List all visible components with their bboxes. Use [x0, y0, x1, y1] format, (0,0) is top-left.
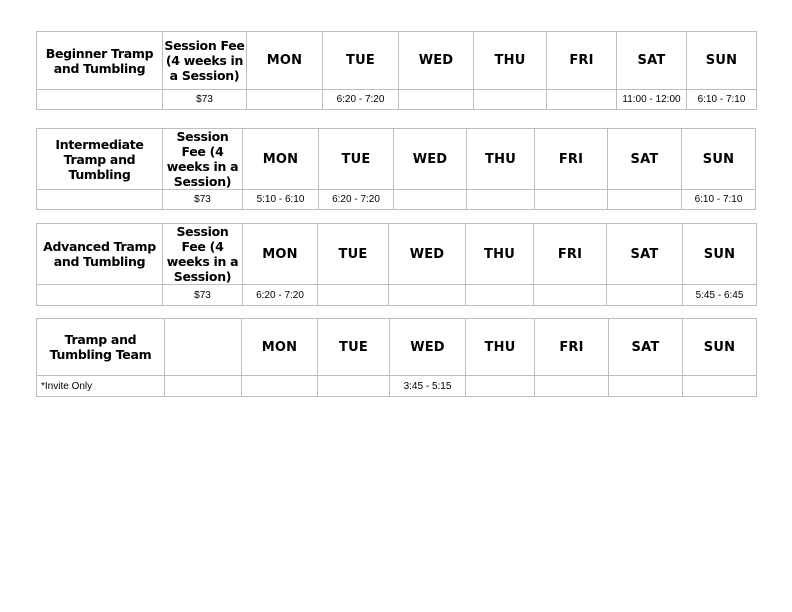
day-header-sun: SUN	[682, 129, 756, 190]
table-header-row	[37, 32, 757, 90]
day-header-mon: MON	[247, 32, 323, 90]
class-title: Advanced Tramp and Tumbling	[37, 224, 163, 285]
schedule-table-beginner	[36, 31, 757, 110]
fee-cell: $73	[163, 90, 247, 110]
day-header-sat: SAT	[609, 319, 683, 376]
day-header-sat: SAT	[608, 129, 682, 190]
class-title: Beginner Tramp and Tumbling	[37, 32, 163, 90]
time-cell-fri	[547, 90, 617, 110]
table-row	[37, 285, 757, 306]
day-header-tue: TUE	[323, 32, 399, 90]
day-header-wed: WED	[389, 224, 466, 285]
time-cell-wed	[389, 285, 466, 306]
schedule-table-team	[36, 318, 757, 397]
day-header-thu: THU	[466, 224, 534, 285]
time-cell-sun: 5:45 - 6:45	[683, 285, 757, 306]
time-cell-sat	[609, 376, 683, 397]
time-cell-mon: 6:20 - 7:20	[243, 285, 318, 306]
table-row	[37, 190, 756, 210]
time-cell-tue	[318, 376, 390, 397]
day-header-sun: SUN	[683, 319, 757, 376]
time-cell-fri	[535, 376, 609, 397]
time-cell-thu	[466, 376, 535, 397]
class-title: Intermediate Tramp and Tumbling	[37, 129, 163, 190]
table-row	[37, 90, 757, 110]
day-header-mon: MON	[243, 224, 318, 285]
time-cell-mon	[247, 90, 323, 110]
time-cell-fri	[534, 285, 607, 306]
time-cell-thu	[467, 190, 535, 210]
time-cell-fri	[535, 190, 608, 210]
time-cell-thu	[466, 285, 534, 306]
time-cell-thu	[474, 90, 547, 110]
time-cell-sun: 6:10 - 7:10	[687, 90, 757, 110]
day-header-sun: SUN	[683, 224, 757, 285]
time-cell-tue	[318, 285, 389, 306]
day-header-mon: MON	[242, 319, 318, 376]
day-header-tue: TUE	[318, 319, 390, 376]
fee-header	[165, 319, 242, 376]
row-label	[37, 285, 163, 306]
time-cell-wed	[394, 190, 467, 210]
day-header-wed: WED	[394, 129, 467, 190]
day-header-fri: FRI	[547, 32, 617, 90]
day-header-tue: TUE	[319, 129, 394, 190]
day-header-mon: MON	[243, 129, 319, 190]
table-header-row	[37, 224, 757, 285]
time-cell-tue: 6:20 - 7:20	[319, 190, 394, 210]
fee-header: Session Fee (4 weeks in a Session)	[163, 129, 243, 190]
row-label	[37, 90, 163, 110]
time-cell-sat	[608, 190, 682, 210]
time-cell-sun: 6:10 - 7:10	[682, 190, 756, 210]
time-cell-wed	[399, 90, 474, 110]
day-header-thu: THU	[467, 129, 535, 190]
time-cell-sun	[683, 376, 757, 397]
schedule-table-intermediate	[36, 128, 756, 210]
class-title: Tramp and Tumbling Team	[37, 319, 165, 376]
table-row	[37, 376, 757, 397]
time-cell-sat	[607, 285, 683, 306]
time-cell-tue: 6:20 - 7:20	[323, 90, 399, 110]
fee-header: Session Fee (4 weeks in a Session)	[163, 224, 243, 285]
day-header-fri: FRI	[535, 129, 608, 190]
row-label	[37, 190, 163, 210]
time-cell-wed: 3:45 - 5:15	[390, 376, 466, 397]
schedule-table-advanced	[36, 223, 757, 306]
time-cell-sat: 11:00 - 12:00	[617, 90, 687, 110]
table-header-row	[37, 319, 757, 376]
table-header-row	[37, 129, 756, 190]
row-label: *Invite Only	[37, 376, 165, 397]
day-header-fri: FRI	[535, 319, 609, 376]
day-header-tue: TUE	[318, 224, 389, 285]
day-header-wed: WED	[399, 32, 474, 90]
time-cell-mon: 5:10 - 6:10	[243, 190, 319, 210]
day-header-thu: THU	[474, 32, 547, 90]
fee-cell: $73	[163, 285, 243, 306]
fee-cell	[165, 376, 242, 397]
day-header-sat: SAT	[607, 224, 683, 285]
day-header-sat: SAT	[617, 32, 687, 90]
fee-cell: $73	[163, 190, 243, 210]
day-header-fri: FRI	[534, 224, 607, 285]
day-header-thu: THU	[466, 319, 535, 376]
day-header-wed: WED	[390, 319, 466, 376]
day-header-sun: SUN	[687, 32, 757, 90]
time-cell-mon	[242, 376, 318, 397]
fee-header: Session Fee (4 weeks in a Session)	[163, 32, 247, 90]
